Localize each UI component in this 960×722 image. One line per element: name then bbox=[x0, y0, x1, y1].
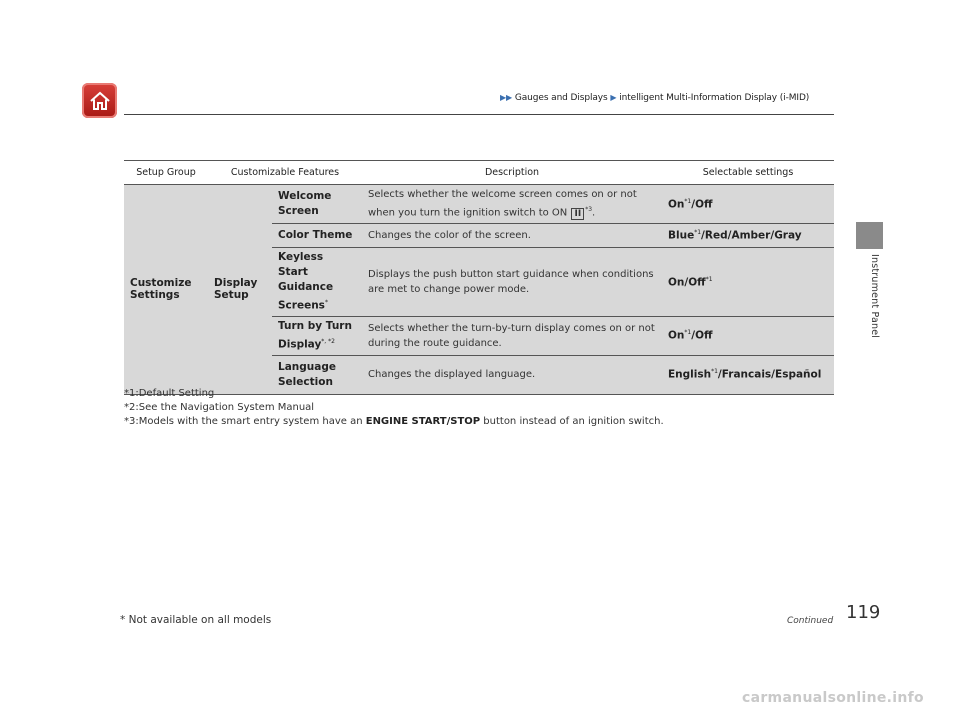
note-bold-term: ENGINE START/STOP bbox=[365, 416, 481, 427]
ignition-position-icon: II bbox=[571, 208, 584, 220]
subgroup-cell: Display Setup bbox=[208, 185, 272, 395]
setting-separator: / bbox=[701, 229, 705, 242]
setting-option: English bbox=[668, 368, 712, 381]
description-text: Changes the displayed language. bbox=[368, 369, 536, 380]
table-header-row bbox=[124, 161, 834, 185]
setting-option: Off bbox=[695, 329, 713, 342]
setting-option: Amber bbox=[731, 229, 771, 242]
note-smart-entry bbox=[124, 415, 664, 429]
feature-label: Color Theme bbox=[278, 229, 353, 241]
setting-separator: / bbox=[727, 229, 732, 242]
footnote-ref: * bbox=[324, 299, 328, 306]
table-notes bbox=[124, 387, 664, 429]
feature-label: Keyless Start Guidance Screens bbox=[278, 251, 334, 312]
description-cell bbox=[362, 316, 662, 355]
setting-separator: / bbox=[691, 198, 696, 211]
feature-cell bbox=[272, 316, 362, 355]
setting-separator: / bbox=[691, 329, 696, 342]
setting-separator: / bbox=[770, 229, 775, 242]
footnote-ref: *3 bbox=[585, 206, 593, 214]
header-description: Description bbox=[362, 161, 662, 185]
note-text: *3:Models with the smart entry system have an bbox=[124, 416, 366, 427]
description-text: Selects whether the welcome screen comes on or not when you turn the ignition switch to ON bbox=[368, 189, 637, 219]
description-cell bbox=[362, 248, 662, 317]
footnote-ref: *1 bbox=[694, 229, 702, 237]
feature-label: Language Selection bbox=[278, 360, 336, 388]
header-setup-group: Setup Group bbox=[124, 161, 208, 185]
setting-option: Francais bbox=[721, 368, 772, 381]
breadcrumb-link-imid[interactable]: intelligent Multi-Information Display (i-MID) bbox=[619, 93, 810, 103]
description-cell bbox=[362, 185, 662, 224]
description-text: Displays the push button start guidance when conditions are met to change power mode. bbox=[368, 268, 654, 295]
note-default-setting: *1:Default Setting bbox=[124, 388, 215, 399]
breadcrumb-arrow-icon: ▶▶ bbox=[500, 93, 513, 102]
footnote-ref: *1 bbox=[711, 368, 718, 376]
setting-option: Off bbox=[688, 276, 706, 288]
home-icon bbox=[88, 89, 112, 113]
header-divider bbox=[124, 114, 834, 115]
continued-label: Continued bbox=[787, 616, 834, 626]
footnote-ref: *1 bbox=[705, 275, 713, 283]
setting-option: Red bbox=[704, 229, 728, 242]
section-tab-label: Instrument Panel bbox=[869, 254, 880, 339]
setting-option: Blue bbox=[668, 229, 695, 242]
footnote-ref: *1 bbox=[684, 329, 692, 337]
table-row bbox=[124, 185, 834, 224]
settings-cell bbox=[662, 185, 834, 224]
breadcrumb-link-gauges[interactable]: Gauges and Displays bbox=[514, 93, 608, 103]
note-navigation-manual: *2:See the Navigation System Manual bbox=[124, 402, 315, 413]
settings-table bbox=[124, 160, 834, 395]
header-selectable-settings: Selectable settings bbox=[662, 161, 834, 185]
settings-cell bbox=[662, 316, 834, 355]
feature-cell bbox=[272, 185, 362, 224]
settings-cell bbox=[662, 224, 834, 248]
header-customizable-features: Customizable Features bbox=[208, 161, 362, 185]
setting-option: Off bbox=[695, 198, 713, 211]
page-number: 119 bbox=[846, 602, 881, 623]
description-text: Changes the color of the screen. bbox=[368, 230, 531, 241]
setting-separator: / bbox=[771, 368, 776, 381]
setup-group-cell: Customize Settings bbox=[124, 185, 208, 395]
feature-label: Turn by Turn Display bbox=[278, 319, 352, 351]
description-text: Selects whether the turn-by-turn display comes on or not during the route guidance. bbox=[368, 322, 655, 349]
footnote-ref: *1 bbox=[684, 197, 692, 205]
setting-option: On bbox=[668, 329, 685, 342]
section-tab-marker[interactable] bbox=[856, 222, 883, 249]
feature-label: Welcome Screen bbox=[278, 190, 332, 217]
setting-option: On bbox=[668, 198, 685, 211]
setting-separator: / bbox=[717, 368, 722, 381]
feature-cell bbox=[272, 248, 362, 317]
note-text: button instead of an ignition switch. bbox=[480, 416, 664, 427]
setting-option: Gray bbox=[774, 229, 802, 242]
description-cell bbox=[362, 224, 662, 248]
setting-option: On bbox=[668, 276, 685, 288]
breadcrumb-separator-icon: ▶ bbox=[610, 93, 617, 102]
footnote-ref: *, *2 bbox=[321, 337, 335, 345]
setting-option: Español bbox=[775, 368, 822, 381]
breadcrumb bbox=[500, 93, 809, 103]
setting-separator: / bbox=[684, 276, 689, 288]
description-end: . bbox=[592, 207, 596, 219]
settings-cell bbox=[662, 248, 834, 317]
home-button[interactable] bbox=[82, 83, 117, 118]
availability-footnote: * Not available on all models bbox=[120, 614, 272, 626]
feature-cell bbox=[272, 224, 362, 248]
watermark: carmanualsonline.info bbox=[742, 690, 924, 706]
settings-cell bbox=[662, 355, 834, 394]
